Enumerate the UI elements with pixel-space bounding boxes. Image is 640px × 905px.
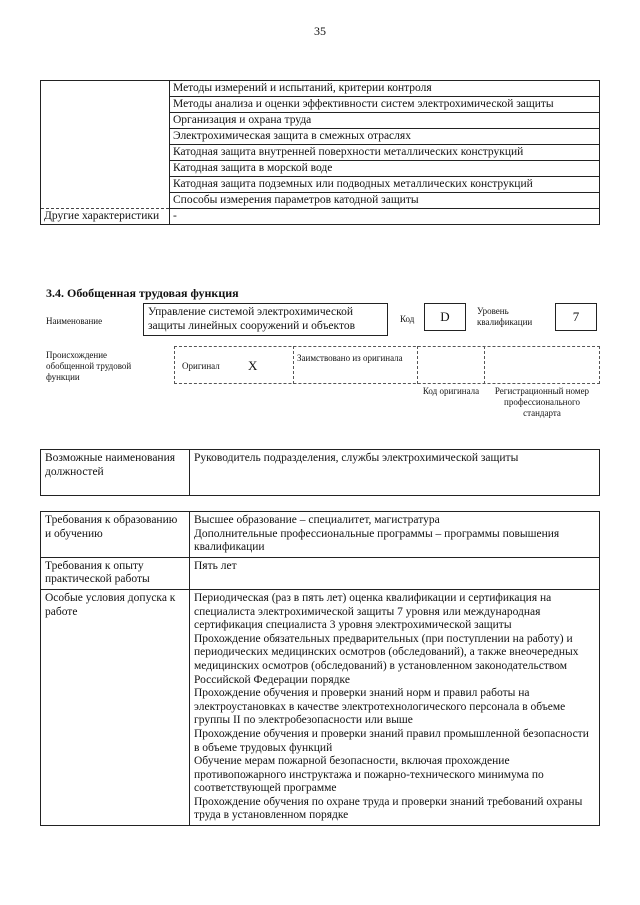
code-box [424, 303, 466, 331]
positions-table [40, 449, 600, 496]
requirement-line: Прохождение обучения и проверки знаний правил промышленной безопасности в объеме трудовых функций [194, 727, 589, 754]
knowledge-row: Организация и охрана труда [170, 113, 600, 129]
other-characteristics-value: - [170, 209, 600, 225]
original-code-caption: Код оригинала [422, 386, 480, 396]
education-value [190, 512, 600, 558]
requirement-line: Дополнительные профессиональные программы – программы повышения квалификации [194, 527, 560, 554]
knowledge-row: Катодная защита подземных или подводных металлических конструкций [170, 177, 600, 193]
origin-label: Происхождение обобщенной трудовой функции [46, 350, 132, 382]
requirement-line: Обучение мерам пожарной безопасности, включая прохождение противопожарного инструктажа и пожарно-технического минимума по соответствующей программе [194, 755, 544, 795]
name-label: Наименование [46, 316, 103, 326]
origin-divider [484, 346, 485, 384]
requirement-line: Прохождение обязательных предварительных (при поступлении на работу) и периодических медицинских осмотров (обследований), а также внеочередных медицинских осмотров (обследований) в установленном законодательством Российской Федерации порядке [194, 632, 579, 686]
admission-label: Особые условия допуска к работе [41, 589, 190, 825]
requirement-line: Прохождение обучения и проверки знаний норм и правил работы на электроустановках в качестве электротехнологического персонала в объеме группы II по электробезопасности или выше [194, 687, 566, 727]
requirement-line: Периодическая (раз в пять лет) оценка квалификации и сертификация на специалиста электрохимической защиты 7 уровня или международная сертификация специалиста 3 уровня электрохимической защиты [194, 591, 552, 632]
origin-divider [293, 346, 294, 384]
requirement-line: Прохождение обучения по охране труда и проверки знаний требований охраны труда в установленном порядке [194, 795, 583, 822]
original-mark: X [248, 358, 258, 373]
code-value: D [440, 309, 450, 324]
origin-row [174, 346, 600, 384]
level-value: 7 [572, 309, 580, 324]
knowledge-table [40, 80, 600, 225]
page-number: 35 [314, 24, 326, 38]
other-characteristics-label: Другие характеристики [41, 209, 170, 225]
level-box [555, 303, 597, 331]
admission-value [190, 589, 600, 825]
function-name-box [143, 303, 388, 336]
education-label: Требования к образованию и обучению [41, 512, 190, 558]
requirements-table [40, 511, 600, 826]
knowledge-row: Катодная защита в морской воде [170, 161, 600, 177]
knowledge-row: Электрохимическая защита в смежных отраслях [170, 129, 600, 145]
function-name-value: Управление системой электрохимической защиты линейных сооружений и объектов [148, 306, 356, 332]
level-label: Уровень квалификации [477, 306, 533, 327]
knowledge-row: Методы анализа и оценки эффективности систем электрохимической защиты [170, 97, 600, 113]
experience-label: Требования к опыту практической работы [41, 557, 190, 589]
requirement-line: Высшее образование – специалитет, магистратура [194, 514, 440, 526]
knowledge-label-cell [41, 81, 170, 209]
code-label: Код [400, 314, 415, 324]
knowledge-row: Катодная защита внутренней поверхности металлических конструкций [170, 145, 600, 161]
section-title: 3.4. Обобщенная трудовая функция [46, 286, 239, 300]
positions-label: Возможные наименования должностей [41, 450, 190, 496]
knowledge-row: Способы измерения параметров катодной защиты [170, 193, 600, 209]
registration-number-caption: Регистрационный номер профессионального стандарта [494, 386, 590, 418]
origin-divider [417, 346, 418, 384]
requirement-line: Пять лет [194, 559, 237, 572]
positions-value: Руководитель подразделения, службы электрохимической защиты [190, 450, 600, 496]
knowledge-row: Методы измерений и испытаний, критерии контроля [170, 81, 600, 97]
borrowed-label: Заимствовано из оригинала [297, 353, 403, 363]
original-label: Оригинал [182, 361, 220, 371]
experience-value [190, 557, 600, 589]
